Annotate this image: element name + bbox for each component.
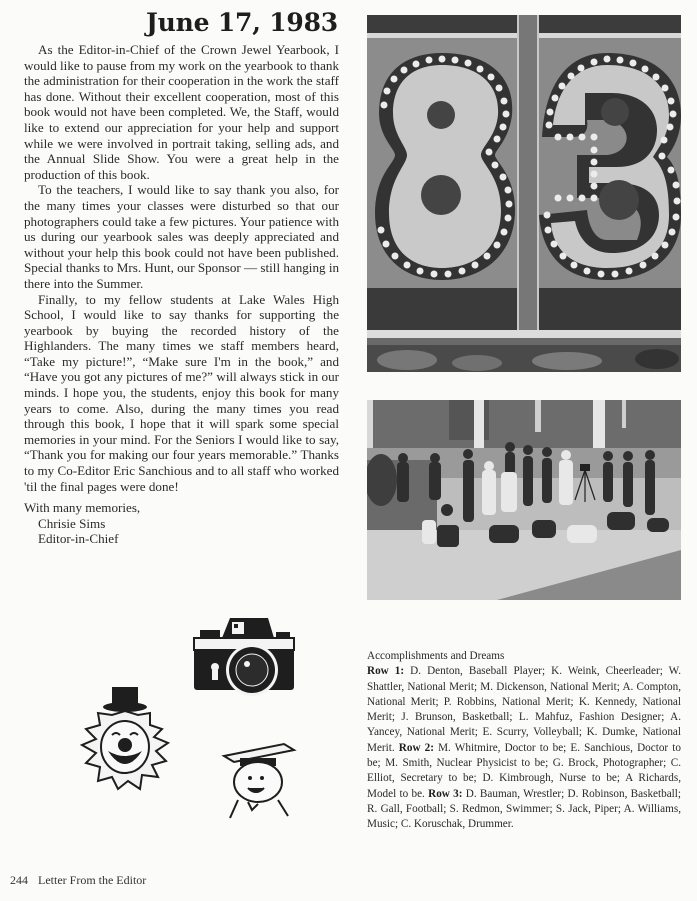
photo-83-marquee xyxy=(367,15,681,372)
camera-icon xyxy=(190,612,300,702)
signoff xyxy=(24,500,339,547)
caption-body xyxy=(367,664,681,832)
section-title: Letter From the Editor xyxy=(38,873,147,887)
editor-letter xyxy=(24,42,339,547)
row-names: M. Whitmire, Doctor to be; E. Sanchious, Doctor to be; M. Smith, Nuclear Physicist to be; G. Brock, Photographer; C. Elliot, Secretary to be; D. Kimbrough, Nurse to be; A Richards, Model to be. xyxy=(367,741,681,800)
row-names: D. Bauman, Wrestler; D. Robinson, Basketball; R. Gall, Football; S. Redmon, Swimmer; S. Jack, Piper; A. Williams, Music; C. Koruschak, Drummer. xyxy=(367,787,681,831)
caption-title: Accomplishments and Dreams xyxy=(367,650,505,662)
row-label: Row 3: xyxy=(428,787,463,800)
row-label: Row 1: xyxy=(367,665,405,678)
signature-title: Editor-in-Chief xyxy=(38,531,119,547)
photo-caption xyxy=(367,649,681,833)
numeral-8 xyxy=(375,53,515,280)
letter-paragraph: To the teachers, I would like to say thank you also, for the many times your classes were disturbed so that our photographers could take a few pictures. Your patience with us during our yearbook sales was deeply appreciated and without your help this book could not have been published. Special thanks to Mrs. Hunt, our Sponsor — still hanging in there into the Summer. xyxy=(24,182,339,291)
photo-83-image xyxy=(367,15,681,372)
signature-name: Chrisie Sims xyxy=(38,515,106,531)
page-title: June 17, 1983 xyxy=(146,8,338,37)
graduate-icon xyxy=(218,738,298,822)
photo-student-group xyxy=(367,400,681,600)
row-names: D. Denton, Baseball Player; K. Weink, Cheerleader; W. Shattler, National Merit; M. Dickenson, National Merit; A. Compton, National Merit; P. Robbins, National Merit; K. Kennedy, National Merit; J. Brunson, Basketball; L. Mahfuz, Fashion Designer; A. Yancey, National Merit; E. Scurry, Volleyball; K. Dumke, National Merit. xyxy=(367,665,681,754)
page-number: 244 xyxy=(10,873,28,887)
letter-paragraph: As the Editor-in-Chief of the Crown Jewel Yearbook, I would like to pause from my work on the yearbook to thank the administration for their cooperation in the work the staff has done. Without their excellent cooperation, most of this book would not have been completed. We, the Staff, would like to extend our appreciation for your help and support while we were involved in portrait taking, selling ads, and the Annual Slide Show. You were a great help in the production of this book. xyxy=(24,42,339,182)
letter-paragraph: Finally, to my fellow students at Lake Wales High School, I would like to say thanks for supporting the yearbook by buying the recorded history of the Highlanders. The many times we staff members heard, “Take my picture!”, “Make sure I'm in the book,” and “Have you got any pictures of me?” will always stick in our minds. I hope you, the students, enjoy this book for many years to come. Also, during the many times you read through this book, I hope that it will spark some special memories in your mind. For the Seniors I would like to say, “Thank you for making our four years memorable.” Thanks to my Co-Editor Eric Sanchious and to all staff who worked 'til the final pages were done! xyxy=(24,291,339,494)
closing: With many memories, xyxy=(24,500,141,516)
photo-group-image xyxy=(367,400,681,600)
clown-icon xyxy=(78,685,173,793)
row-label: Row 2: xyxy=(398,741,434,754)
page-footer xyxy=(10,873,146,888)
